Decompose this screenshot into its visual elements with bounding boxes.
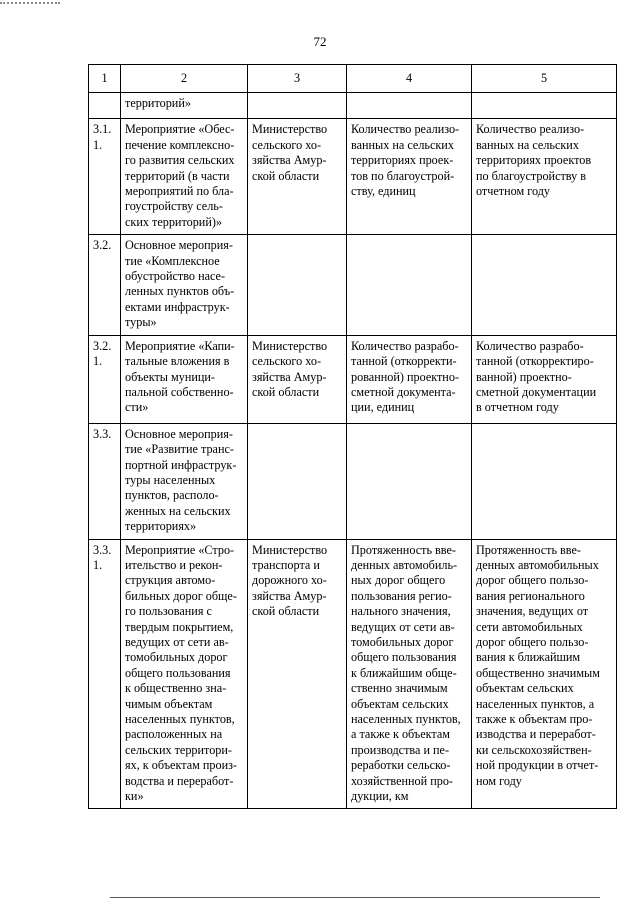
scan-bottom-line xyxy=(110,897,600,898)
responsible-cell: Министерство сельского хо- зяйства Амур- ской области xyxy=(248,335,347,423)
table-row xyxy=(89,335,617,423)
indicator-cell: Количество реализо- ванных на сельских территориях проек- тов по благоустрой- ству, единиц xyxy=(347,119,472,235)
row-number-cell: 3.1.1. xyxy=(89,119,121,235)
event-cell: территорий» xyxy=(121,93,248,119)
indicator-cell: Количество разрабо- танной (откорректи- рованной) проектно- сметной документа- ции, единиц xyxy=(347,335,472,423)
table-row xyxy=(89,93,617,119)
column-header: 3 xyxy=(248,65,347,93)
result-cell xyxy=(472,235,617,335)
row-number-cell: 3.2.1. xyxy=(89,335,121,423)
row-number-cell xyxy=(89,93,121,119)
column-header: 4 xyxy=(347,65,472,93)
row-number-cell: 3.3. xyxy=(89,423,121,539)
page-number: 72 xyxy=(313,34,327,49)
table-row xyxy=(89,539,617,809)
responsible-cell: Министерство транспорта и дорожного хо- зяйства Амур- ской области xyxy=(248,539,347,809)
indicator-cell xyxy=(347,423,472,539)
event-cell: Мероприятие «Обес- печение комплексно- го развития сельских территорий (в части мероприятий по бла- гоустройству сель- ских территорий)» xyxy=(121,119,248,235)
column-header: 1 xyxy=(89,65,121,93)
result-cell: Протяженность вве- денных автомобильных дорог общего пользо- вания регионального значения, ведущих от сети автомобильных дорог общего пользо- вания к ближайшим общественно значимым объектам сельских населенных пунктов, а также к объектам про- изводства и переработ- ки сельскохозяйствен- ной продукции в отчет- ном году xyxy=(472,539,617,809)
event-cell: Основное мероприя- тие «Развитие транс- портной инфраструк- туры населенных пунктов, располо- женных на сельских территориях» xyxy=(121,423,248,539)
column-header: 2 xyxy=(121,65,248,93)
indicator-cell: Протяженность вве- денных автомобиль- ных дорог общего пользования регио- нального значения, ведущих от сети ав- томобильных дорог общего пользования к ближайшим обще- ственно значимым объектам сельских населенных пунктов, а также к объектам производства и пе- реработки сельско- хозяйственной про- дукции, км xyxy=(347,539,472,809)
event-cell: Мероприятие «Стро- ительство и рекон- струкция автомо- бильных дорог обще- го пользования с твердым покрытием, ведущих от сети ав- томобильных дорог общего пользования к общественно зна- чимым объектам населенных пунктов, расположенных на сельских территори- ях, к объектам произ- водства и переработ- ки» xyxy=(121,539,248,809)
indicator-cell xyxy=(347,235,472,335)
result-cell: Количество реализо- ванных на сельских территориях проектов по благоустройству в отчетном году xyxy=(472,119,617,235)
result-cell: Количество разрабо- танной (откорректиро- ванной) проектно- сметной документации в отчетном году xyxy=(472,335,617,423)
indicator-cell xyxy=(347,93,472,119)
row-number-cell: 3.3.1. xyxy=(89,539,121,809)
responsible-cell xyxy=(248,423,347,539)
result-cell xyxy=(472,93,617,119)
responsible-cell: Министерство сельского хо- зяйства Амур- ской области xyxy=(248,119,347,235)
table-header-row xyxy=(89,65,617,93)
scan-top-mark xyxy=(0,2,60,6)
program-events-table xyxy=(88,64,617,809)
result-cell xyxy=(472,423,617,539)
table-row xyxy=(89,423,617,539)
table-row xyxy=(89,119,617,235)
row-number-cell: 3.2. xyxy=(89,235,121,335)
responsible-cell xyxy=(248,93,347,119)
event-cell: Мероприятие «Капи- тальные вложения в объекты муници- пальной собственно- сти» xyxy=(121,335,248,423)
table-row xyxy=(89,235,617,335)
column-header: 5 xyxy=(472,65,617,93)
responsible-cell xyxy=(248,235,347,335)
event-cell: Основное мероприя- тие «Комплексное обустройство насе- ленных пунктов объ- ектами инфраструк- туры» xyxy=(121,235,248,335)
